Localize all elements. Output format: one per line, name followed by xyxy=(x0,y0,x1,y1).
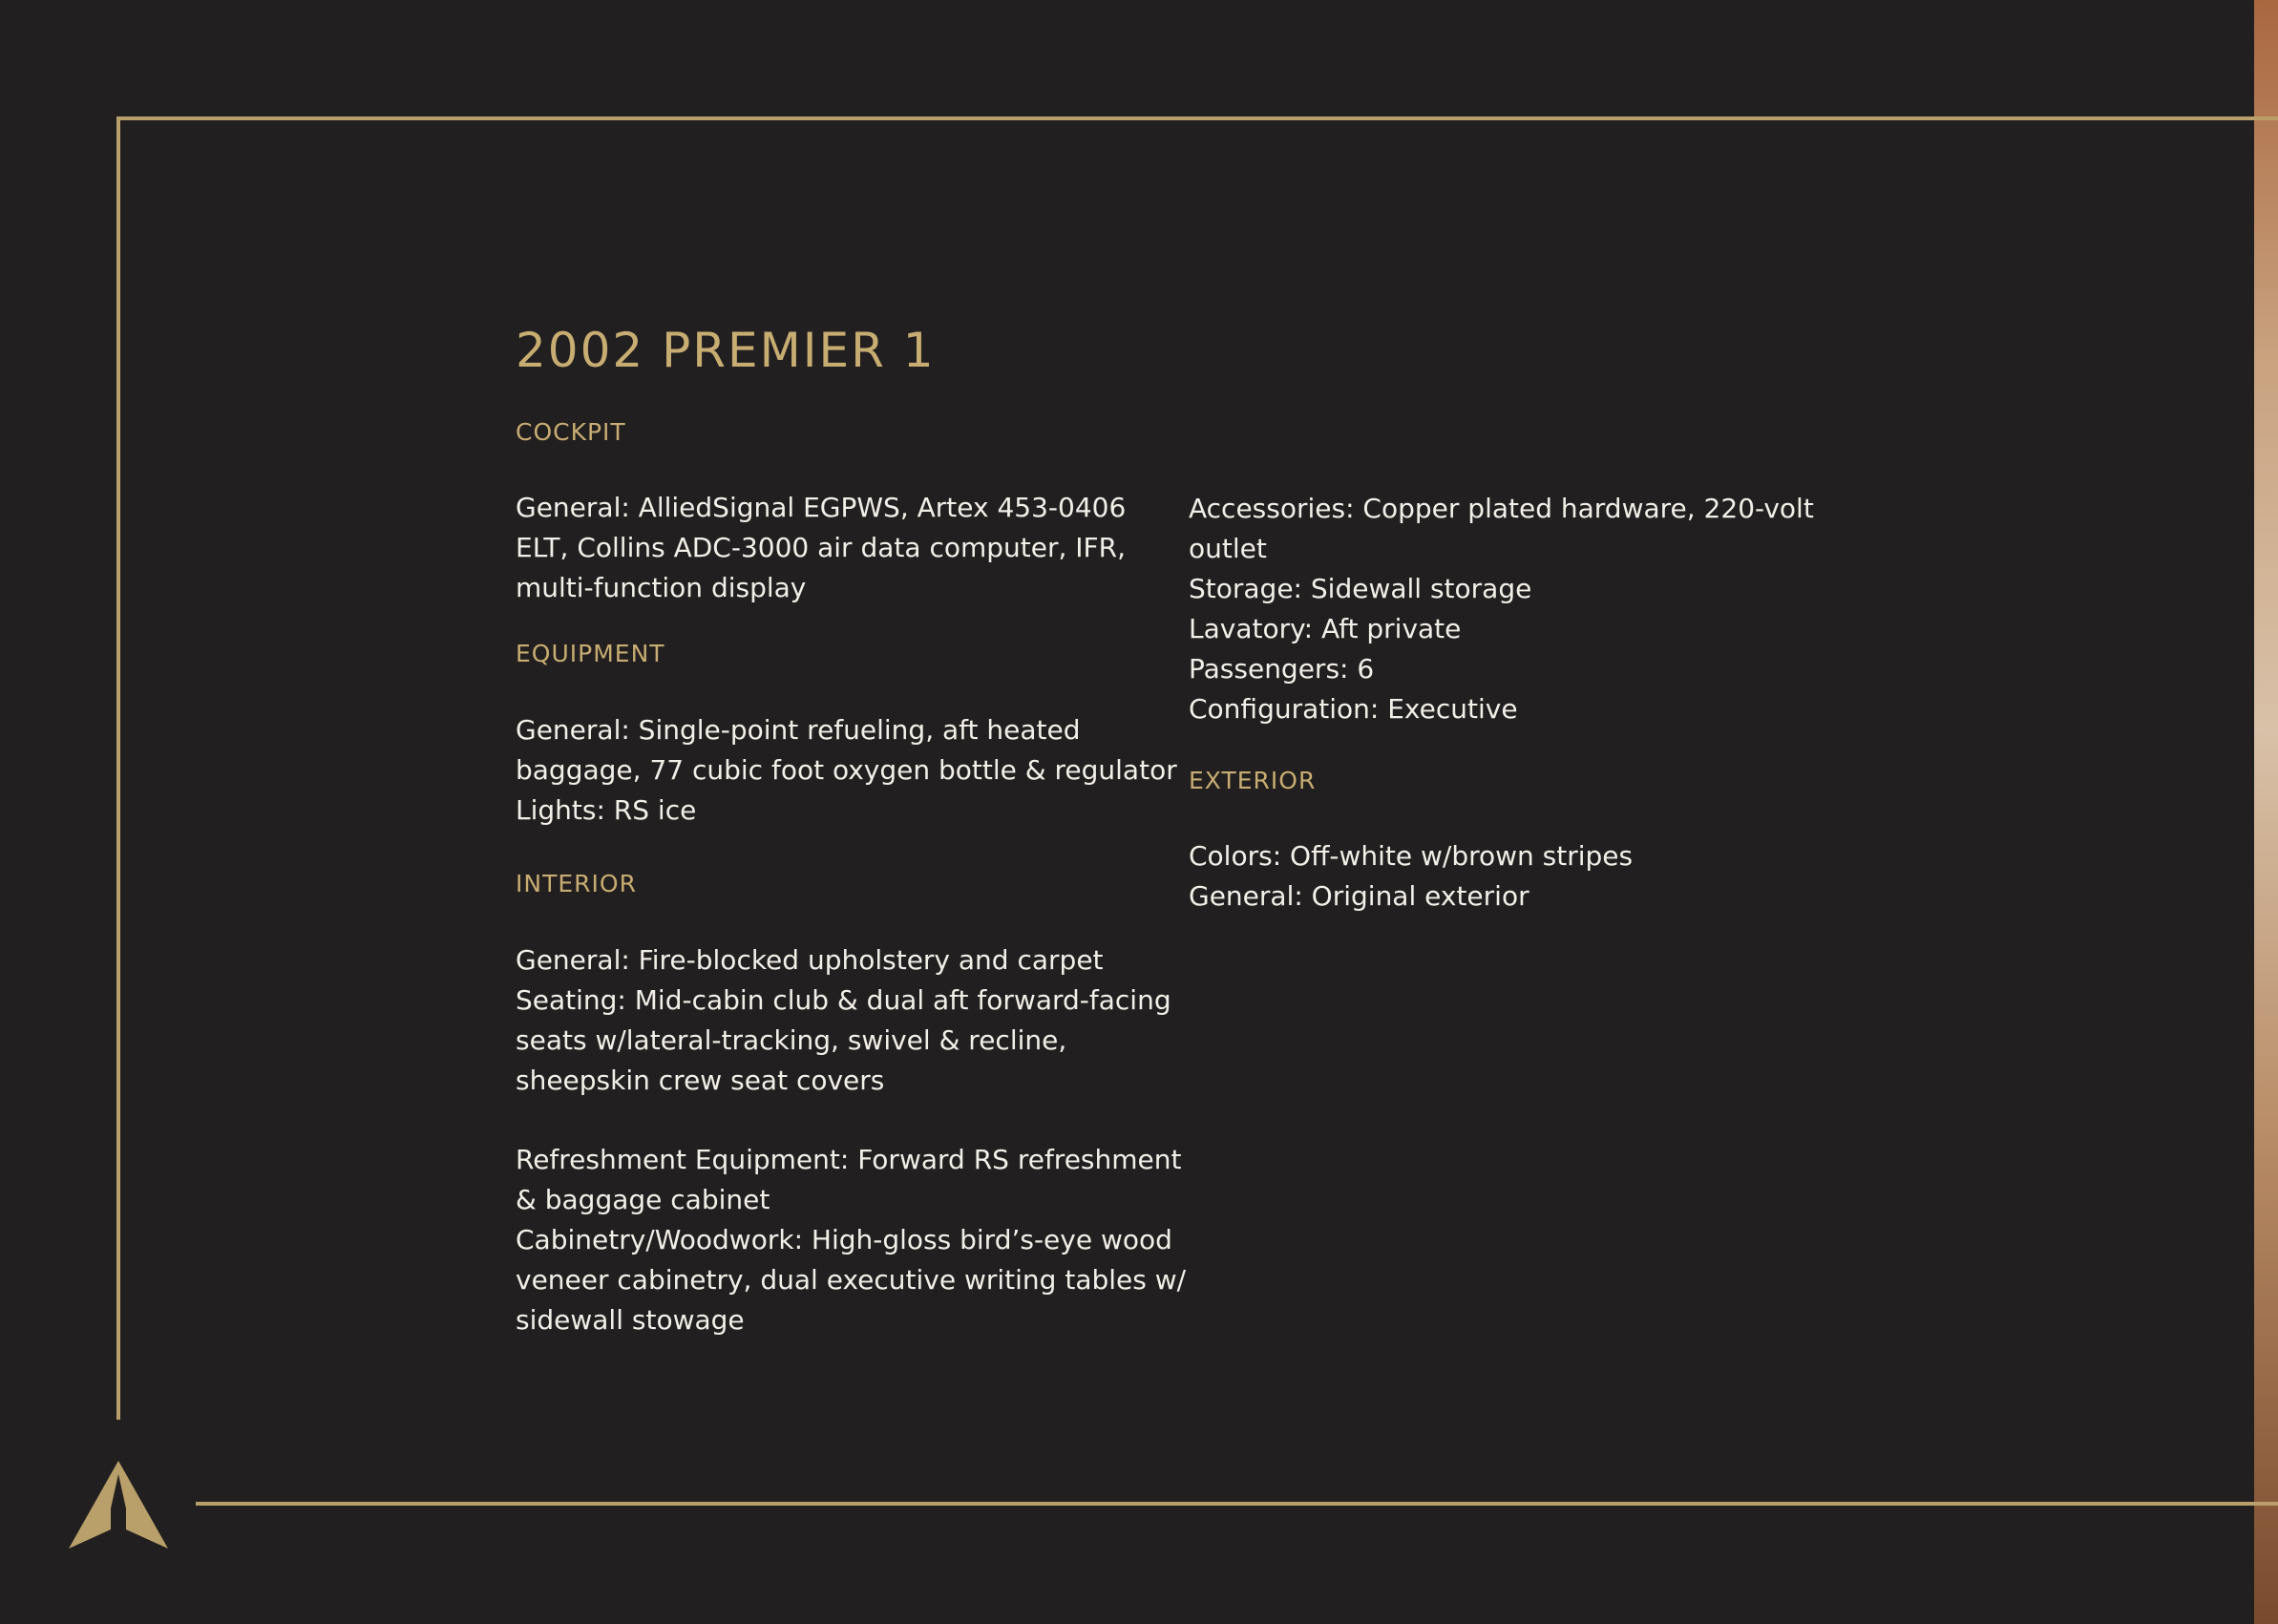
text-line: Passengers: 6 xyxy=(1189,653,1375,685)
text-line: sidewall stowage xyxy=(516,1304,745,1336)
cockpit-paragraph xyxy=(516,488,1165,608)
right-column xyxy=(1189,489,1838,917)
exterior-paragraph xyxy=(1189,836,1838,917)
frame-bottom-rule xyxy=(196,1502,2278,1506)
interior-paragraph-2 xyxy=(516,1140,1187,1340)
text-line: outlet xyxy=(1189,533,1267,564)
frame-top-rule xyxy=(116,116,2278,120)
text-line: veneer cabinetry, dual executive writing tables w/ xyxy=(516,1264,1187,1296)
section-heading-equipment: EQUIPMENT xyxy=(516,640,665,667)
text-line: Seating: Mid-cabin club & dual aft forward-facing xyxy=(516,984,1171,1016)
text-line: seats w/lateral-tracking, swivel & recline, xyxy=(516,1024,1067,1056)
interior-continued-paragraph xyxy=(1189,489,1838,729)
text-line: Cabinetry/Woodwork: High-gloss bird’s-eye wood xyxy=(516,1224,1172,1255)
text-line: sheepskin crew seat covers xyxy=(516,1065,885,1096)
text-line: General: Original exterior xyxy=(1189,880,1529,912)
text-line: multi-function display xyxy=(516,572,807,603)
section-heading-exterior: EXTERIOR xyxy=(1189,767,1317,794)
text-line: baggage, 77 cubic foot oxygen bottle & regulator xyxy=(516,754,1177,786)
text-line: Lights: RS ice xyxy=(516,794,697,826)
page-title: 2002 PREMIER 1 xyxy=(516,323,936,378)
text-line: Colors: Off-white w/brown stripes xyxy=(1189,840,1634,872)
arrow-chevron-logo-icon xyxy=(69,1461,168,1549)
text-line: General: Fire-blocked upholstery and carpet xyxy=(516,944,1104,976)
section-heading-interior: INTERIOR xyxy=(516,870,637,897)
section-heading-cockpit: COCKPIT xyxy=(516,418,626,446)
text-line: Configuration: Executive xyxy=(1189,693,1518,725)
text-line: & baggage cabinet xyxy=(516,1184,770,1215)
frame-left-rule xyxy=(116,116,120,1420)
text-line: Lavatory: Aft private xyxy=(1189,613,1462,644)
text-line: ELT, Collins ADC-3000 air data computer, IFR, xyxy=(516,532,1126,563)
left-column xyxy=(516,415,1187,1340)
equipment-paragraph xyxy=(516,710,1177,831)
text-line: Accessories: Copper plated hardware, 220-volt xyxy=(1189,493,1814,524)
text-line: General: Single-point refueling, aft heated xyxy=(516,714,1081,746)
cover-photo-edge xyxy=(2254,0,2278,1624)
interior-paragraph-1 xyxy=(516,940,1171,1101)
text-line: General: AlliedSignal EGPWS, Artex 453-0406 xyxy=(516,492,1127,523)
text-line: Refreshment Equipment: Forward RS refreshment xyxy=(516,1144,1182,1175)
text-line: Storage: Sidewall storage xyxy=(1189,573,1532,604)
